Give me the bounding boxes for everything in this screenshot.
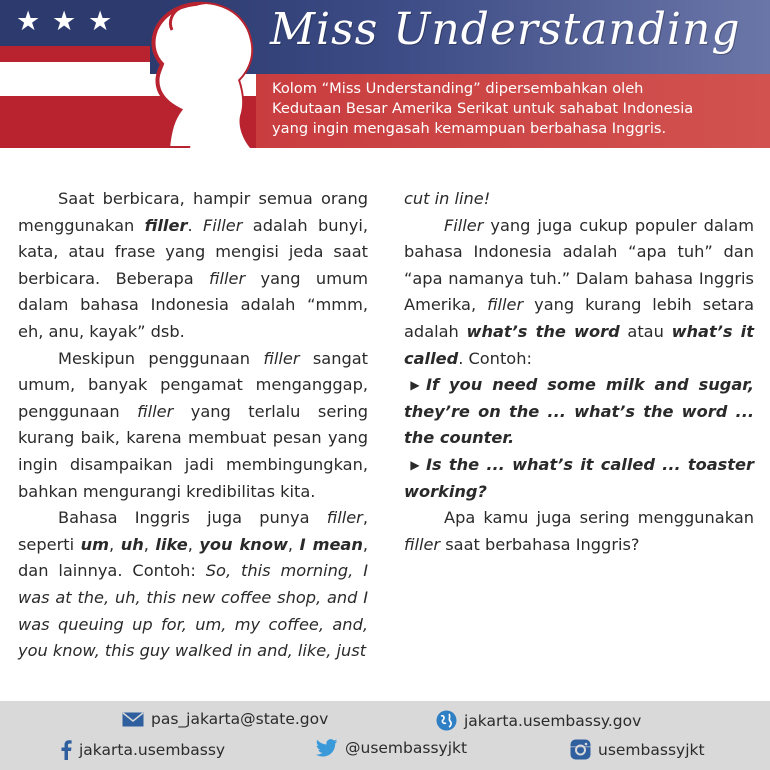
intro-line: yang ingin mengasah kemampuan berbahasa Inggris. <box>272 120 667 137</box>
envelope-icon <box>122 712 144 727</box>
email-contact[interactable] <box>122 710 328 728</box>
intro-line: Kolom “Miss Understanding” dipersembahkan oleh <box>272 80 644 97</box>
facebook-icon <box>60 739 72 760</box>
instagram-icon <box>570 739 591 760</box>
website-text: jakarta.usembassy.gov <box>464 711 642 730</box>
article-column-right <box>404 186 754 558</box>
paragraph: Saat berbicara, hampir semua orang menggunakan filler. Filler adalah bunyi, kata, atau frase yang mengisi jeda saat berbicara. Beberapa filler yang umum dalam bahasa Indonesia adalah “mmm, eh, anu, kayak” dsb. <box>18 189 369 341</box>
email-text: pas_jakarta@state.gov <box>151 710 329 728</box>
paragraph: Apa kamu juga sering menggunakan filler saat berbahasa Inggris? <box>404 508 754 554</box>
example-sentence-continuation: cut in line! <box>404 189 491 208</box>
twitter-contact[interactable] <box>316 739 467 757</box>
paragraph: Bahasa Inggris juga punya filler, seperti um, uh, like, you know, I mean, dan lainnya. Contoh: So, this morning, I was at the, uh, this new coffee shop, and I was queuing up for, um, my coffee, and, you know, this guy walked in and, like, just <box>18 508 369 661</box>
star-icon: ★ <box>88 6 113 37</box>
facebook-contact[interactable] <box>60 739 225 760</box>
example-bullet: ▶ If you need some milk and sugar, they’re on the ... what’s the word ... the counter. <box>404 372 754 452</box>
paragraph: Meskipun penggunaan filler sangat umum, banyak pengamat menganggap, penggunaan filler yang terlalu sering kurang baik, karena membuat pesan yang ingin disampaikan jadi membingungkan, bahkan mengurangi kredibilitas kita. <box>18 348 369 501</box>
header-banner <box>0 0 770 148</box>
twitter-icon <box>316 739 338 757</box>
example-sentence: So, this morning, I was at the, uh, this new coffee shop, and I was queuing up for, um, my coffee, and, you know, this guy walked in and, like, just <box>18 561 368 661</box>
instagram-text: usembassyjkt <box>598 740 705 759</box>
intro-line: Kedutaan Besar Amerika Serikat untuk sahabat Indonesia <box>272 100 694 117</box>
instagram-contact[interactable] <box>570 739 705 760</box>
example-bullet: ▶ Is the ... what’s it called ... toaster working? <box>404 452 754 505</box>
contact-footer <box>0 701 770 770</box>
triangle-bullet-icon: ▶ <box>410 378 420 393</box>
twitter-text: @usembassyjkt <box>345 739 468 757</box>
example-sentence-continued <box>404 186 754 213</box>
triangle-bullet-icon: ▶ <box>410 457 420 472</box>
star-icon: ★ <box>52 6 77 37</box>
paragraph: Filler yang juga cukup populer dalam bahasa Indonesia adalah “apa tuh” dan “apa namanya tuh.” Dalam bahasa Inggris Amerika, filler yang kurang lebih setara adalah what’s the word atau what’s it called. Contoh: <box>404 215 754 368</box>
website-contact[interactable] <box>436 710 641 731</box>
star-icon: ★ <box>16 6 41 37</box>
article-column-left <box>18 186 368 665</box>
globe-icon <box>436 710 457 731</box>
facebook-text: jakarta.usembassy <box>79 740 226 759</box>
column-title: Miss Understanding <box>270 4 741 55</box>
column-intro <box>272 79 764 139</box>
